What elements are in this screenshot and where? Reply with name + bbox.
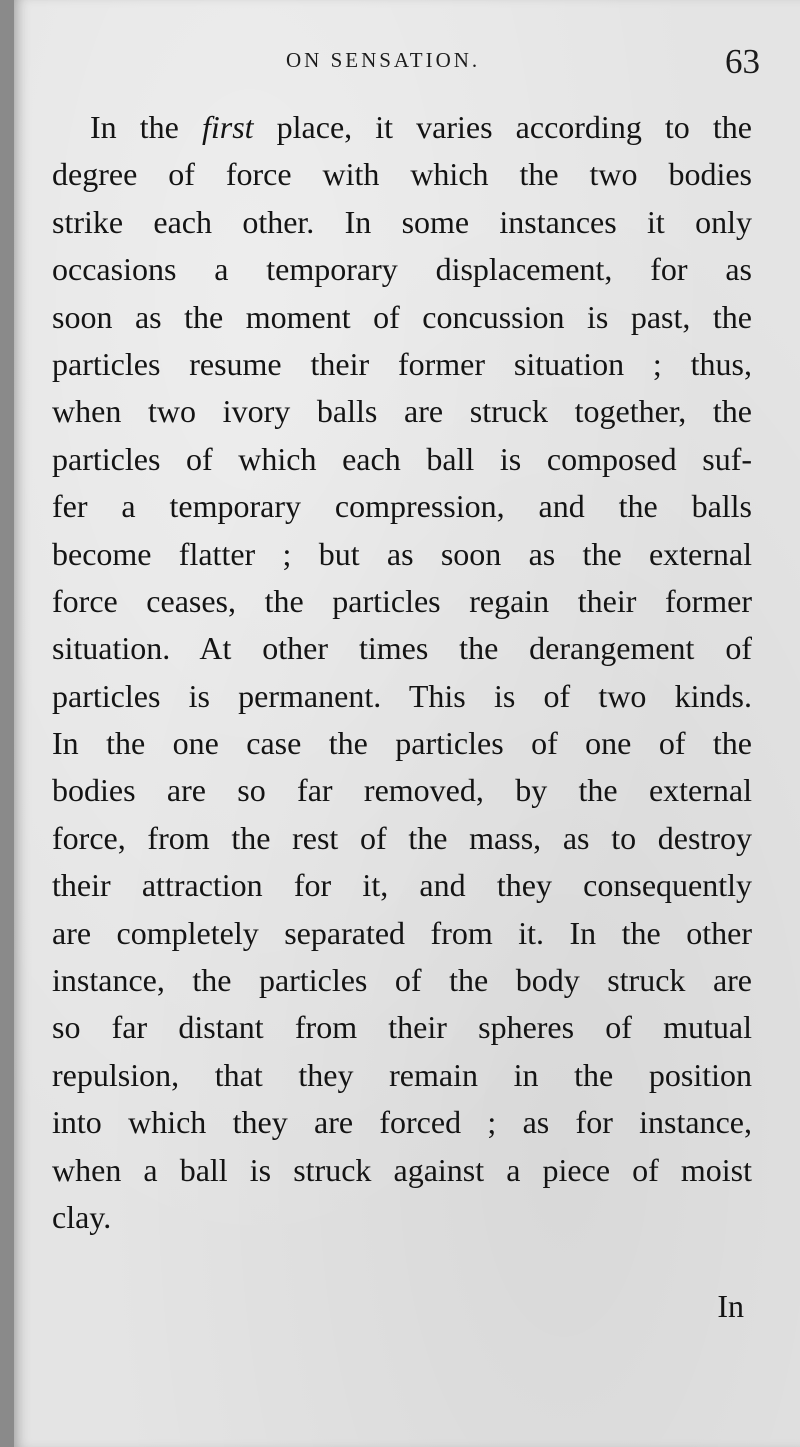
text-line: instance, the particles of the body struck are [52, 962, 752, 999]
text-line: when a ball is struck against a piece of moist [52, 1151, 752, 1188]
text-line: into which they are forced ; as for instance, [52, 1104, 752, 1141]
running-head: ON SENSATION. [286, 48, 481, 72]
page-number: 63 [725, 42, 760, 81]
text-line: bodies are so far removed, by the external [52, 772, 752, 809]
body-paragraph [52, 104, 752, 1241]
text-line: force ceases, the particles regain their former [52, 582, 752, 619]
text-line: clay. [52, 1198, 112, 1235]
catchword: In [717, 1288, 744, 1324]
text-line: In the one case the particles of one of the [52, 725, 752, 762]
text-line: force, from the rest of the mass, as to destroy [52, 819, 752, 856]
text-line: occasions a temporary displacement, for as [52, 251, 752, 288]
book-page [14, 0, 800, 1447]
text-line: particles is permanent. This is of two kinds. [52, 677, 752, 714]
text-line: degree of force with which the two bodies [52, 156, 752, 193]
text-line: their attraction for it, and they consequently [52, 867, 752, 904]
text-line: repulsion, that they remain in the position [52, 1056, 752, 1093]
text-line: are completely separated from it. In the other [52, 914, 752, 951]
text-line: when two ivory balls are struck together, the [52, 393, 752, 430]
text-line: become flatter ; but as soon as the external [52, 535, 752, 572]
text-line: fer a temporary compression, and the balls [52, 488, 752, 525]
text-line: so far distant from their spheres of mutual [52, 1009, 752, 1046]
text-line: situation. At other times the derangement of [52, 630, 752, 667]
text-line: strike each other. In some instances it only [52, 203, 752, 240]
text-line: particles of which each ball is composed suf- [52, 440, 752, 477]
emphasis-word: first [201, 109, 254, 145]
text-line: particles resume their former situation ; thus, [52, 345, 752, 382]
text-line: In the first place, it varies according to the [90, 109, 752, 145]
text-line: soon as the moment of concussion is past, the [52, 298, 752, 335]
